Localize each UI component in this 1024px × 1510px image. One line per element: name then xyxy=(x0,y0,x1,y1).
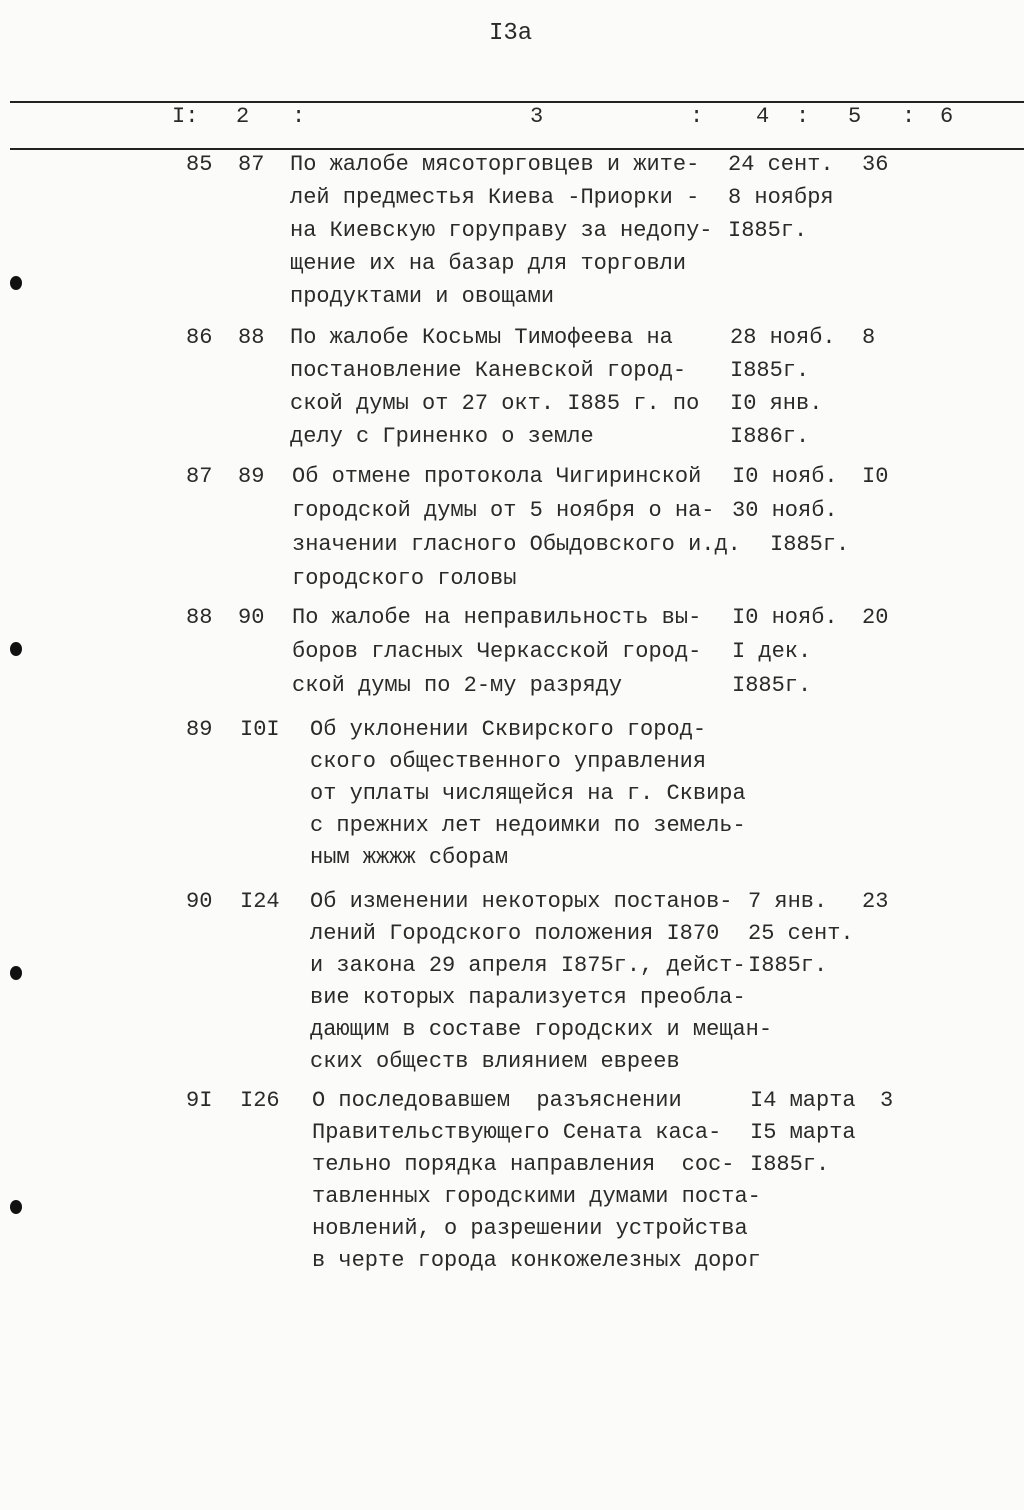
col-5-header: 5 xyxy=(848,104,862,129)
date-line: 25 сент. xyxy=(748,921,854,946)
title-line: Об отмене протокола Чигиринской xyxy=(292,464,702,489)
title-line: значении гласного Обыдовского и.д. xyxy=(292,532,741,557)
entry-number: 9I xyxy=(186,1088,213,1113)
title-line: тавленных городскими думами поста- xyxy=(312,1184,761,1209)
col-3-header: 3 xyxy=(530,104,544,129)
date-line: 28 нояб. xyxy=(730,325,836,350)
file-number: I26 xyxy=(240,1088,280,1113)
date-line: I885г. xyxy=(750,1152,830,1177)
title-line: боров гласных Черкасской город- xyxy=(292,639,702,664)
date-line: I4 марта xyxy=(750,1088,856,1113)
date-line: I885г. xyxy=(732,673,812,698)
sheet-count: I0 xyxy=(862,464,889,489)
date-line: I885г. xyxy=(728,218,808,243)
title-line: О последовавшем разъяснении xyxy=(312,1088,682,1113)
entry-dates xyxy=(732,460,849,562)
table-top-rule xyxy=(10,101,1024,103)
entry-title xyxy=(310,886,772,1078)
title-line: постановление Каневской город- xyxy=(290,358,687,383)
date-line: I885г. xyxy=(748,953,828,978)
title-line: в черте города конкожелезных дорог xyxy=(312,1248,761,1273)
punch-hole-mark xyxy=(10,1200,22,1214)
entry-title xyxy=(312,1085,761,1277)
entry-dates xyxy=(732,601,838,703)
col-sep: : xyxy=(292,104,306,129)
date-line: I0 янв. xyxy=(730,391,823,416)
entry-dates xyxy=(750,1085,856,1181)
entry-title xyxy=(290,148,712,313)
col-2-header: 2 xyxy=(236,104,250,129)
title-line: городской думы от 5 ноября о на- xyxy=(292,498,715,523)
page-number: I3а xyxy=(489,20,533,47)
title-line: щение их на базар для торговли xyxy=(290,251,687,276)
title-line: Об уклонении Сквирского город- xyxy=(310,717,707,742)
title-line: По жалобе на неправильность вы- xyxy=(292,605,702,630)
entry-number: 90 xyxy=(186,889,213,914)
sheet-count: 36 xyxy=(862,152,889,177)
date-line: 7 янв. xyxy=(748,889,828,914)
entry-number: 85 xyxy=(186,152,213,177)
title-line: тельно порядка направления сос- xyxy=(312,1152,735,1177)
date-line: I886г. xyxy=(730,424,810,449)
entry-title xyxy=(310,714,746,874)
col-4-header: 4 xyxy=(756,104,770,129)
title-line: ских обществ влиянием евреев xyxy=(310,1049,680,1074)
sheet-count: 3 xyxy=(880,1088,894,1113)
title-line: продуктами и овощами xyxy=(290,284,555,309)
file-number: I0I xyxy=(240,717,280,742)
title-line: на Киевскую горуправу за недопу- xyxy=(290,218,713,243)
entry-title xyxy=(290,321,699,453)
sheet-count: 20 xyxy=(862,605,889,630)
col-sep: : xyxy=(902,104,916,129)
col-sep: : xyxy=(796,104,810,129)
date-line: I0 нояб. xyxy=(732,605,838,630)
title-line: Об изменении некоторых постанов- xyxy=(310,889,733,914)
title-line: лей предместья Киева -Приорки - xyxy=(290,185,700,210)
entry-dates xyxy=(728,148,834,247)
date-line: 8 ноября xyxy=(728,185,834,210)
title-line: ным жжжж сборам xyxy=(310,845,509,870)
title-line: делу с Гриненко о земле xyxy=(290,424,594,449)
entry-number: 89 xyxy=(186,717,213,742)
punch-hole-mark xyxy=(10,966,22,980)
title-line: По жалобе мясоторговцев и жите- xyxy=(290,152,700,177)
file-number: I24 xyxy=(240,889,280,914)
title-line: Правительствующего Сената каса- xyxy=(312,1120,722,1145)
title-line: городского головы xyxy=(292,566,517,591)
title-line: вие которых парализуется преобла- xyxy=(310,985,746,1010)
date-line: 24 сент. xyxy=(728,152,834,177)
entry-number: 87 xyxy=(186,464,213,489)
date-line: I дек. xyxy=(732,639,812,664)
file-number: 87 xyxy=(238,152,265,177)
title-line: и закона 29 апреля I875г., дейст- xyxy=(310,953,746,978)
entry-number: 86 xyxy=(186,325,213,350)
file-number: 90 xyxy=(238,605,265,630)
title-line: лений Городского положения I870 xyxy=(310,921,720,946)
date-line: I885г. xyxy=(730,358,810,383)
punch-hole-mark xyxy=(10,276,22,290)
title-line: ской думы по 2-му разряду xyxy=(292,673,623,698)
col-1-header: I: xyxy=(172,104,199,129)
title-line: с прежних лет недоимки по земель- xyxy=(310,813,746,838)
title-line: от уплаты числящейся на г. Сквира xyxy=(310,781,746,806)
date-line: 30 нояб. xyxy=(732,498,838,523)
title-line: ской думы от 27 окт. I885 г. по xyxy=(290,391,700,416)
entry-title xyxy=(292,601,701,703)
col-sep: : xyxy=(690,104,704,129)
entry-dates xyxy=(730,321,836,453)
entry-number: 88 xyxy=(186,605,213,630)
title-line: дающим в составе городских и мещан- xyxy=(310,1017,773,1042)
sheet-count: 8 xyxy=(862,325,876,350)
title-line: новлений, о разрешении устройства xyxy=(312,1216,748,1241)
sheet-count: 23 xyxy=(862,889,889,914)
file-number: 88 xyxy=(238,325,265,350)
entry-title xyxy=(292,460,741,596)
title-line: По жалобе Косьмы Тимофеева на xyxy=(290,325,673,350)
date-line: I5 марта xyxy=(750,1120,856,1145)
punch-hole-mark xyxy=(10,642,22,656)
entry-dates xyxy=(748,886,854,982)
file-number: 89 xyxy=(238,464,265,489)
col-6-header: 6 xyxy=(940,104,954,129)
title-line: ского общественного управления xyxy=(310,749,707,774)
date-line: I885г. xyxy=(770,532,850,557)
date-line: I0 нояб. xyxy=(732,464,838,489)
